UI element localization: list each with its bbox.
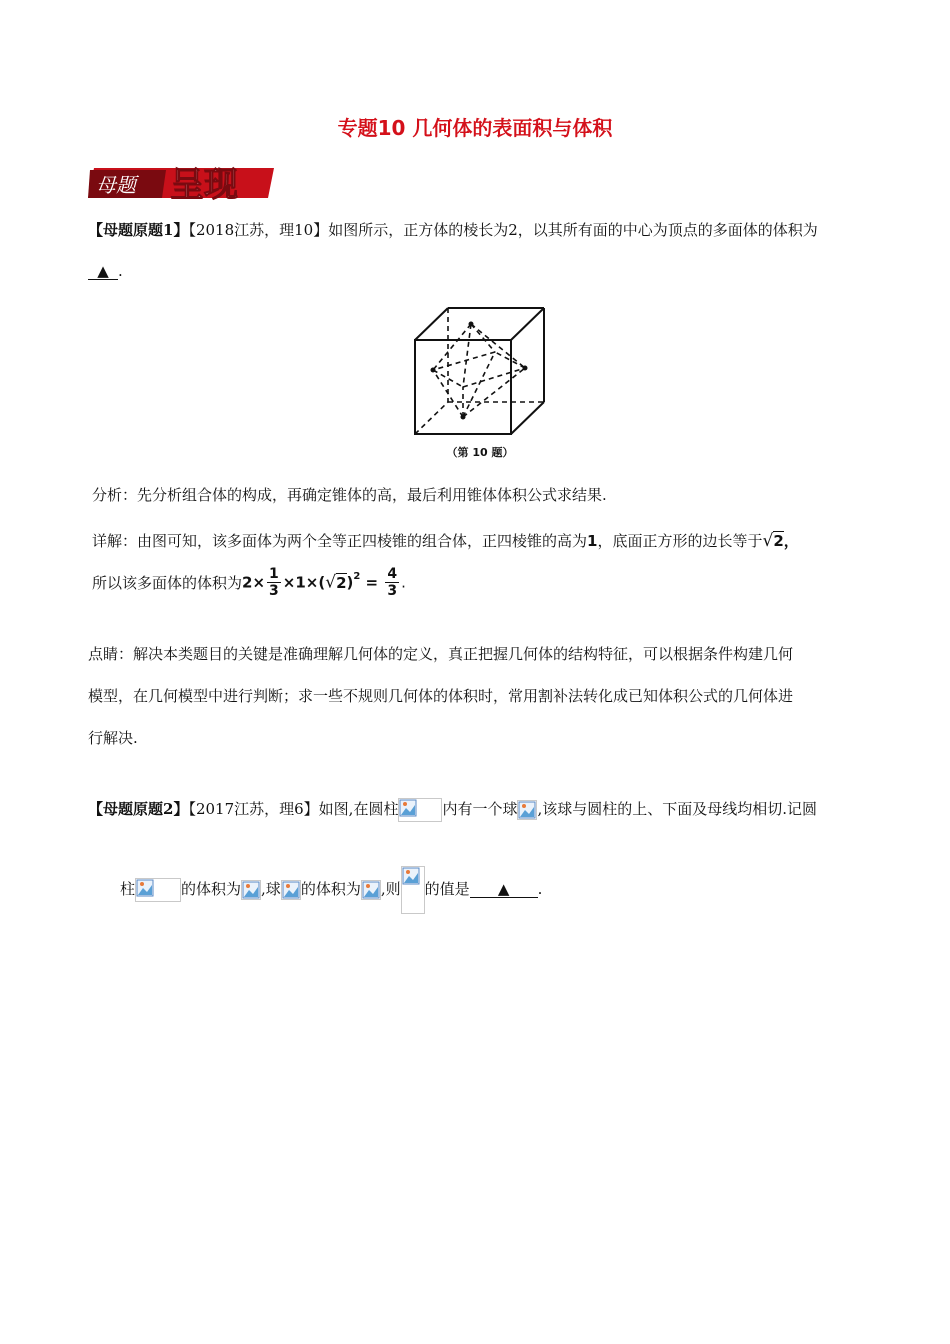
sqrt-symbol: √ bbox=[762, 531, 774, 551]
detail-line-2 bbox=[92, 566, 406, 599]
broken-image-icon bbox=[398, 798, 442, 822]
sqrt-symbol-2: √ bbox=[325, 572, 337, 593]
problem-2-end: . bbox=[537, 880, 543, 898]
analysis-text: 分析：先分析组合体的构成，再确定锥体的高，最后利用锥体体积公式求结果. bbox=[92, 486, 607, 504]
problem-2-text-3: ,该球与圆柱的上、下面及母线均相切.记圆 bbox=[537, 800, 818, 818]
page-title: 专题10 几何体的表面积与体积 bbox=[337, 116, 613, 140]
broken-image-icon bbox=[361, 880, 381, 900]
formula-period: . bbox=[401, 573, 406, 592]
equals-sign: = bbox=[360, 573, 384, 592]
problem-1-text: 如图所示，正方体的棱长为2，以其所有面的中心为顶点的多面体的体积为 bbox=[328, 221, 818, 239]
banner-text-2: 呈现 bbox=[170, 165, 238, 202]
problem-2-line-1 bbox=[88, 798, 817, 822]
formula-times: ×1×( bbox=[282, 573, 326, 592]
comment-line-2: 模型，在几何模型中进行判断；求一些不规则几何体的体积时，常用割补法转化成已知体积公式的几何体进 bbox=[88, 687, 794, 705]
broken-image-icon bbox=[281, 880, 301, 900]
problem-2-text-4: 柱 bbox=[120, 880, 136, 898]
fraction-one-third bbox=[267, 566, 281, 599]
problem-2-text-5: 的体积为 bbox=[181, 880, 242, 898]
detail-line-1 bbox=[92, 530, 799, 551]
banner-text-1: 母题 bbox=[96, 173, 136, 197]
problem-2-label: 【母题原题2】 bbox=[88, 800, 189, 818]
problem-2-text-2: 内有一个球 bbox=[442, 800, 518, 818]
broken-image-icon bbox=[401, 866, 425, 914]
banner-graphic bbox=[88, 158, 274, 202]
problem-2-text-9: 的值是 bbox=[424, 880, 470, 898]
problem-1-source: 【2018江苏，理10】 bbox=[188, 221, 329, 239]
detail-prefix: 详解：由图可知，该多面体为两个全等正四棱锥的组合体，正四棱锥的高为 bbox=[92, 532, 588, 550]
broken-image-icon bbox=[517, 800, 537, 820]
pyramid-height: 1 bbox=[587, 532, 598, 550]
broken-image-icon bbox=[135, 878, 181, 902]
fraction-four-thirds bbox=[385, 566, 399, 599]
fraction-1-numerator: 1 bbox=[269, 566, 279, 582]
problem-1-end: . bbox=[118, 262, 123, 280]
sqrt-value: 2 bbox=[336, 573, 347, 592]
cube-figure bbox=[405, 300, 555, 440]
broken-image-icon bbox=[241, 880, 261, 900]
problem-2-text-1: 如图,在圆柱 bbox=[318, 800, 399, 818]
comment-paragraph bbox=[88, 633, 868, 759]
fraction-1-denominator: 3 bbox=[269, 583, 279, 599]
comment-line-3: 行解决. bbox=[88, 729, 138, 747]
problem-1-line-2 bbox=[88, 262, 123, 280]
problem-2-source: 【2017江苏，理6】 bbox=[188, 800, 319, 818]
detail-line2-prefix: 所以该多面体的体积为 bbox=[92, 574, 243, 592]
base-side: 2 bbox=[773, 532, 784, 550]
figure-caption: （第 10 题） bbox=[446, 446, 514, 459]
section-banner bbox=[88, 158, 274, 202]
answer-blank-1[interactable]: ▲ bbox=[88, 263, 118, 280]
fraction-2-denominator: 3 bbox=[387, 583, 398, 599]
problem-2-text-6: ,球 bbox=[261, 880, 281, 898]
answer-blank-2[interactable]: ▲ bbox=[470, 881, 538, 898]
detail-mid: ，底面正方形的边长等于 bbox=[597, 532, 763, 550]
comment-line-1: 点睛：解决本类题目的关键是准确理解几何体的定义，真正把握几何体的结构特征，可以根据条件构建几何 bbox=[88, 645, 794, 663]
problem-1-line-1 bbox=[88, 219, 818, 240]
exponent: 2 bbox=[353, 571, 361, 582]
problem-2-line-2 bbox=[120, 866, 542, 914]
formula-coef: 2× bbox=[242, 573, 266, 592]
fraction-2-numerator: 4 bbox=[387, 566, 398, 582]
paren-close: ) bbox=[346, 573, 354, 592]
problem-2-text-8: ,则 bbox=[380, 880, 401, 898]
detail-tail: ， bbox=[783, 532, 799, 550]
problem-1-label: 【母题原题1】 bbox=[88, 221, 189, 239]
problem-2-text-7: 的体积为 bbox=[300, 880, 361, 898]
